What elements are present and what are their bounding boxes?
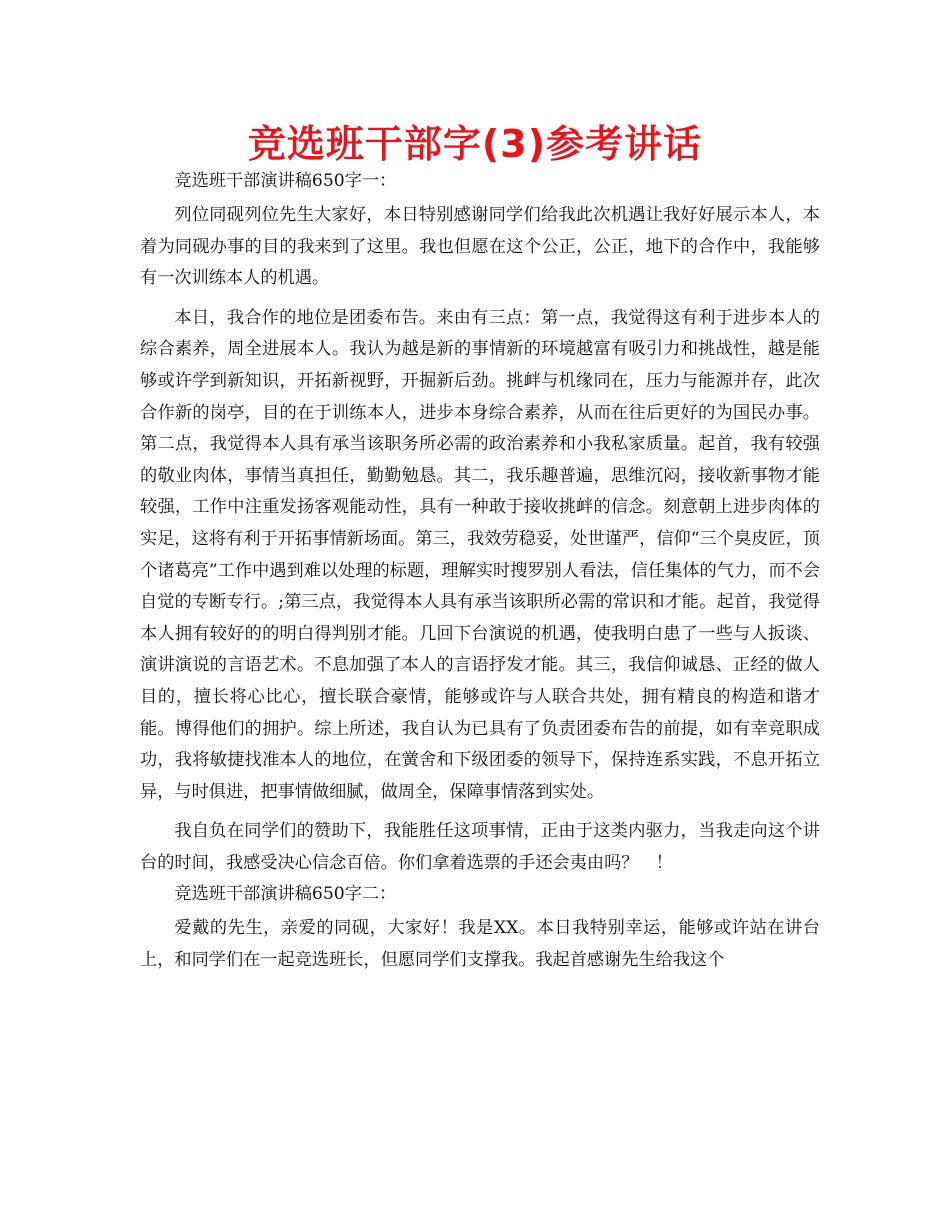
section-heading-1: 竞选班干部演讲稿650字一：: [174, 171, 397, 191]
paragraph-4: 爱戴的先生，亲爱的同砚，大家好！我是XX。本日我特别幸运，能够或许站在讲台上，和同学们在一起竞选班长，但愿同学们支撑我。我起首感谢先生给我这个: [140, 918, 820, 971]
document-title: 竞选班干部字(3)参考讲话: [247, 122, 703, 166]
paragraph-1: 列位同砚列位先生大家好，本日特别感谢同学们给我此次机遇让我好好展示本人，本着为同砚办事的目的我来到了这里。我也但愿在这个公正，公正，地下的合作中，我能够有一次训练本人的机遇。: [140, 205, 820, 289]
section-heading-2: 竞选班干部演讲稿650字二：: [174, 884, 397, 905]
paragraph-2: 本日，我合作的地位是团委布告。来由有三点：第一点，我觉得这有利于进步本人的综合素养，周全进展本人。我认为越是新的事情新的环境越富有吸引力和挑战性，越是能够或许学到新知识，开拓新视野，开掘新后劲。挑衅与机缘同在，压力与能源并存，此次合作新的岗亭，目的在于训练本人，进步本身综合素养，从而在往后更好的为国民办事。第二点，我觉得本人具有承当该职务所必需的政治素养和小我私家质量。起首，我有较强的敬业肉体，事情当真担任，勤勤勉恳。其二，我乐趣普遍，思维沉闷，接收新事物才能较强，工作中注重发扬客观能动性，具有一种敢于接收挑衅的信念。刻意朝上进步肉体的实足，这将有利于开拓事情新场面。第三，我效劳稳妥，处世谨严，信仰“三个臭皮匠，顶个诸葛亮”工作中遇到难以处理的标题，理解实时搜罗别人看法，信任集体的气力，而不会自觉的专断专行。;第三点，我觉得本人具有承当该职所必需的常识和才能。起首，我觉得本人拥有较好的的明白得判别才能。几回下台演说的机遇，使我明白患了一些与人扳谈、演讲演说的言语艺术。不息加强了本人的言语抒发才能。其三，我信仰诚恳、正经的做人目的，擅长将心比心，擅长联合豪情，能够或许与人联合共处，拥有精良的构造和谐才能。博得他们的拥护。综上所述，我自认为已具有了负责团委布告的前提，如有幸竞职成功，我将敏捷找准本人的地位，在黉舍和下级团委的领导下，保持连系实践，不息开拓立异，与时俱进，把事情做细腻，做周全，保障事情落到实处。: [140, 307, 820, 802]
document-body: [140, 168, 820, 985]
paragraph-3: 我自负在同学们的赞助下，我能胜任这项事情，正由于这类内驱力，当我走向这个讲台的时间，我感受决心信念百倍。你们拿着选票的手还会夷由吗？ ！: [140, 821, 820, 873]
